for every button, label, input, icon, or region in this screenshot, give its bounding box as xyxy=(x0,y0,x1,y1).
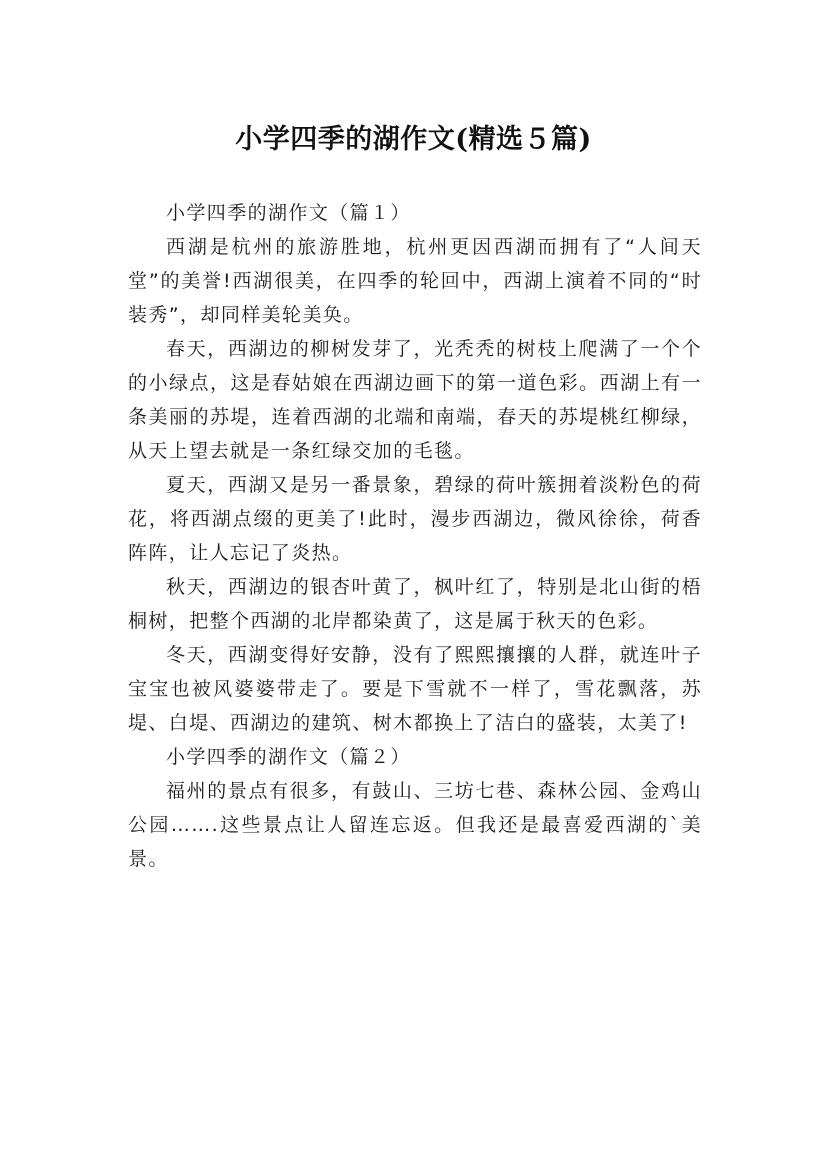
paragraph: 秋天，西湖边的银杏叶黄了，枫叶红了，特别是北山街的梧桐树，把整个西湖的北岸都染黄了，这是属于秋天的色彩。 xyxy=(128,576,702,632)
paragraph: 春天，西湖边的柳树发芽了，光秃秃的树枝上爬满了一个个的小绿点，这是春姑娘在西湖边画下的第一道色彩。西湖上有一条美丽的苏堤，连着西湖的北端和南端，春天的苏堤桃红柳绿，从天上望去就是一条红绿交加的毛毯。 xyxy=(128,338,702,462)
section-heading: 小学四季的湖作文（篇１） xyxy=(166,202,411,224)
paragraph: 夏天，西湖又是另一番景象，碧绿的荷叶簇拥着淡粉色的荷花，将西湖点缀的更美了!此时，漫步西湖边，微风徐徐，荷香阵阵，让人忘记了炎热。 xyxy=(128,474,702,564)
document-title: 小学四季的湖作文(精选５篇) xyxy=(235,124,592,156)
document-body xyxy=(128,196,702,876)
paragraph: 西湖是杭州的旅游胜地，杭州更因西湖而拥有了“人间天堂”的美誉!西湖很美，在四季的轮回中，西湖上演着不同的“时装秀”，却同样美轮美奂。 xyxy=(128,236,702,326)
section-heading: 小学四季的湖作文（篇２） xyxy=(166,746,411,768)
paragraph: 冬天，西湖变得好安静，没有了熙熙攘攘的人群，就连叶子宝宝也被风婆婆带走了。要是下雪就不一样了，雪花飘落，苏堤、白堤、西湖边的建筑、树木都换上了洁白的盛装，太美了! xyxy=(128,644,702,734)
paragraph: 福州的景点有很多，有鼓山、三坊七巷、森林公园、金鸡山公园…….这些景点让人留连忘返。但我还是最喜爱西湖的`美景。 xyxy=(128,780,702,870)
